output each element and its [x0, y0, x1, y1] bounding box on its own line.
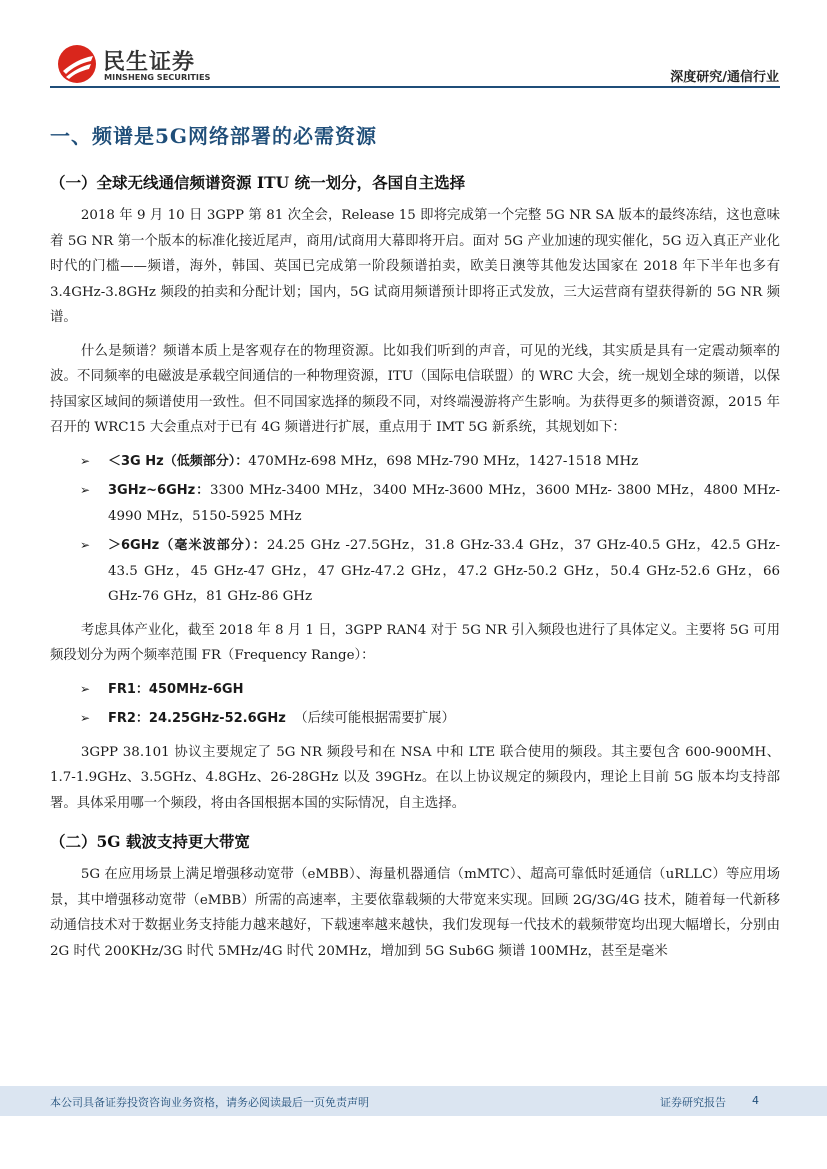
logo-mark-icon — [57, 44, 97, 84]
arrow-bullet-icon: ➢ — [80, 711, 91, 725]
fr-label: FR1：450MHz-6GH — [108, 681, 244, 697]
subsection-1-title: （一）全球无线通信频谱资源 ITU 统一划分，各国自主选择 — [50, 173, 466, 192]
fr-note: （后续可能根据需要扩展） — [294, 711, 455, 726]
band-label: 3GHz~6GHz： — [108, 483, 210, 498]
report-category: 深度研究/通信行业 — [670, 70, 779, 85]
section-title: 一、频谱是5G网络部署的必需资源 — [50, 124, 377, 148]
header-divider — [50, 86, 780, 88]
band-list-item — [50, 533, 780, 610]
band-list-item — [50, 478, 780, 529]
paragraph: 3GPP 38.101 协议主要规定了 5G NR 频段号和在 NSA 中和 LTE 联合使用的频段。其主要包含 600-900MH、1.7-1.9GHz、3.5GHz、4.8GHz、26-28GHz 以及 39GHz。在以上协议规定的频段内，理论上目前 5G 版本均支持部署。具体采用哪一个频段，将由各国根据本国的实际情况，自主选择。 — [50, 744, 780, 811]
arrow-bullet-icon: ➢ — [80, 538, 91, 552]
band-label: ＜3G Hz（低频部分）： — [108, 453, 249, 469]
paragraph: 5G 在应用场景上满足增强移动宽带（eMBB）、海量机器通信（mMTC）、超高可靠低时延通信（uRLLC）等应用场景，其中增强移动宽带（eMBB）所需的高速率，主要依靠载频的大带宽来实现。回顾 2G/3G/4G 技术，随着每一代新移动通信技术对于数据业务支持能力越来越好，下载速率越来越快，我们发现每一代技术的载频带宽均出现大幅增长，分别由 2G 时代 200KHz/3G 时代 5MHz/4G 时代 20MHz，增加到 5G Sub6G 频谱 100MHz，甚至是毫米 — [50, 867, 780, 959]
paragraph: 考虑具体产业化，截至 2018 年 8 月 1 日，3GPP RAN4 对于 5G NR 引入频段也进行了具体定义。主要将 5G 可用频段划分为两个频率范围 FR（Frequency Range）： — [50, 622, 780, 663]
footer-report-type: 证券研究报告 — [660, 1096, 726, 1109]
footer-disclaimer: 本公司具备证券投资咨询业务资格，请务必阅读最后一页免责声明 — [50, 1096, 369, 1109]
logo-chinese-name: 民生证券 — [103, 50, 196, 75]
fr-list-item — [50, 706, 780, 732]
arrow-bullet-icon: ➢ — [80, 483, 91, 497]
paragraph: 2018 年 9 月 10 日 3GPP 第 81 次全会，Release 15 即将完成第一个完整 5G NR SA 版本的最终冻结，这也意味着 5G NR 第一个版本的标准化接近尾声，商用/试商用大幕即将开启。面对 5G 产业加速的现实催化，5G 迈入真正产业化时代的门槛——频谱，海外，韩国、英国已完成第一阶段频谱拍卖，欧美日澳等其他发达国家在 2018 年下半年也多有 3.4GHz-3.8GHz 频段的拍卖和分配计划；国内，5G 试商用频谱预计即将正式发放，三大运营商有望获得新的 5G NR 频谱。 — [50, 208, 780, 325]
band-ranges: 3300 MHz-3400 MHz，3400 MHz-3600 MHz，3600 MHz- 3800 MHz，4800 MHz-4990 MHz，5150-5925 MHz — [108, 483, 780, 524]
page-footer — [0, 1086, 827, 1116]
main-content — [50, 120, 780, 972]
band-ranges: 470MHz-698 MHz，698 MHz-790 MHz，1427-1518 MHz — [248, 453, 639, 469]
company-logo — [57, 44, 211, 84]
arrow-bullet-icon: ➢ — [80, 453, 91, 468]
subsection-2-title: （二）5G 载波支持更大带宽 — [50, 832, 250, 851]
fr-list-item — [50, 677, 780, 703]
band-list-item — [50, 449, 780, 475]
page-number: 4 — [752, 1094, 759, 1107]
band-label: ＞6GHz（毫米波部分）： — [108, 538, 267, 553]
paragraph: 什么是频谱？频谱本质上是客观存在的物理资源。比如我们听到的声音，可见的光线，其实质是具有一定震动频率的波。不同频率的电磁波是承载空间通信的一种物理资源，ITU（国际电信联盟）的 WRC 大会，统一规划全球的频谱，以保持国家区域间的频谱使用一致性。但不同国家选择的频段不同，对终端漫游将产生影响。为获得更多的频谱资源，2015 年召开的 WRC15 大会重点对于已有 4G 频谱进行扩展，重点用于 IMT 5G 新系统，其规划如下： — [50, 343, 780, 435]
page-header — [0, 0, 827, 92]
band-ranges: 24.25 GHz -27.5GHz，31.8 GHz-33.4 GHz，37 GHz-40.5 GHz，42.5 GHz-43.5 GHz，45 GHz-47 GHz，47 GHz-47.2 GHz，47.2 GHz-50.2 GHz，50.4 GHz-52.6 GHz，66 GHz-76 GHz，81 GHz-86 GHz — [108, 538, 780, 604]
fr-label: FR2：24.25GHz-52.6GHz — [108, 711, 286, 726]
logo-english-name: MINSHENG SECURITIES — [104, 72, 211, 82]
arrow-bullet-icon: ➢ — [80, 681, 91, 696]
